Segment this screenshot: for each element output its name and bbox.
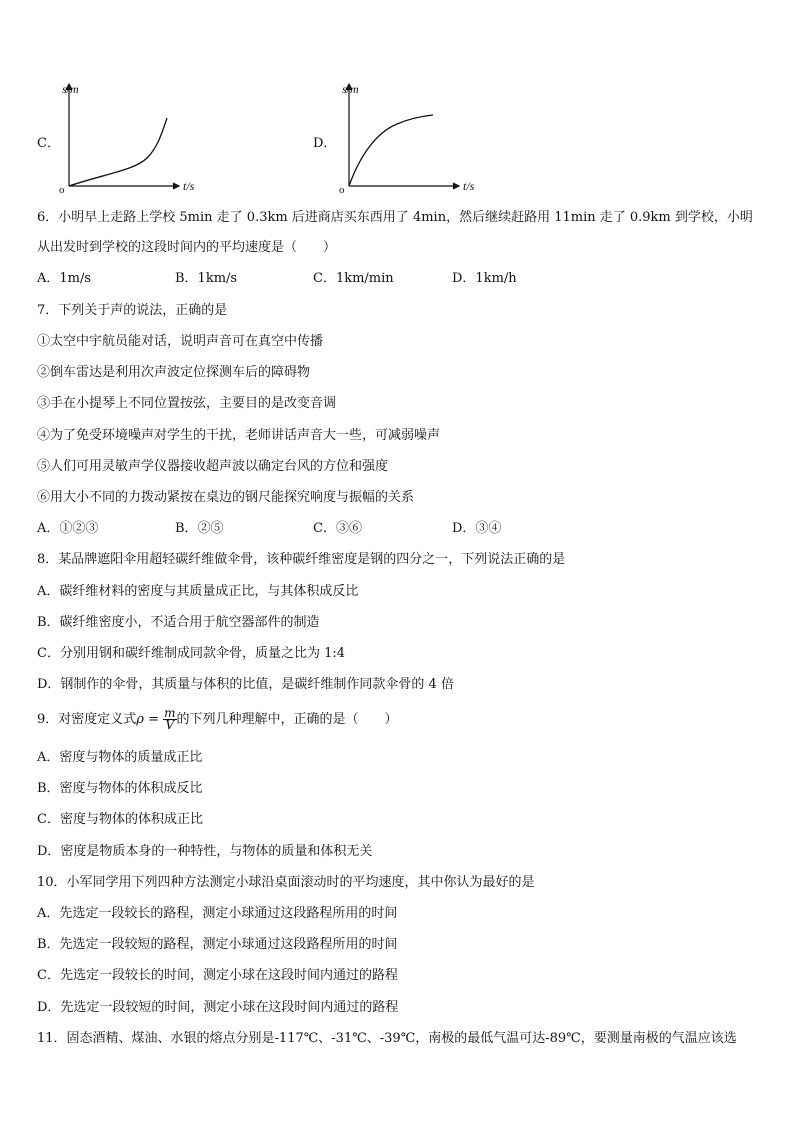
q6-stem-line1: 6．小明早上走路上学校 5min 走了 0.3km 后进商店买东西用了 4min，然后继续赶路用 11min 走了 0.9km 到学校，小明 <box>37 210 753 225</box>
q7-item-2: ②倒车雷达是利用次声波定位探测车后的障碍物 <box>37 365 311 380</box>
q7-option-a[interactable]: A．①②③ <box>37 521 99 536</box>
x-axis-label: t/s <box>183 179 195 193</box>
q6-option-b[interactable]: B．1km/s <box>175 271 238 286</box>
rho-symbol: ρ <box>136 712 144 727</box>
fraction-numerator: m <box>164 706 176 720</box>
q7-item-1: ①太空中宇航员能对话，说明声音可在真空中传播 <box>37 334 324 349</box>
q9-option-a[interactable]: A．密度与物体的质量成正比 <box>37 750 203 765</box>
y-axis-label: s/m <box>62 82 79 96</box>
q7-option-d[interactable]: D．③④ <box>452 521 502 536</box>
q9-stem <box>37 706 398 734</box>
q10-option-d[interactable]: D．先选定一段较短的时间，测定小球在这段时间内通过的路程 <box>37 1000 399 1015</box>
q8-stem: 8．某品牌遮阳伞用超轻碳纤维做伞骨，该种碳纤维密度是钢的四分之一，下列说法正确的是 <box>37 552 566 567</box>
q6-option-d[interactable]: D．1km/h <box>452 271 517 286</box>
q10-option-b[interactable]: B．先选定一段较短的路程，测定小球通过这段路程所用的时间 <box>37 937 398 952</box>
q7-stem: 7．下列关于声的说法，正确的是 <box>37 303 228 318</box>
q7-option-b[interactable]: B．②⑤ <box>175 521 224 536</box>
q10-stem: 10．小军同学用下列四种方法测定小球沿桌面滚动时的平均速度，其中你认为最好的是 <box>37 875 535 890</box>
density-fraction <box>163 708 176 731</box>
fraction-denominator: V <box>165 718 175 732</box>
equals-sign: = <box>143 712 164 727</box>
q6-option-c[interactable]: C．1km/min <box>313 271 394 286</box>
q7-option-c[interactable]: C．③⑥ <box>313 521 362 536</box>
q7-item-5: ⑤人们可用灵敏声学仪器接收超声波以确定台风的方位和强度 <box>37 459 389 474</box>
graph-c-label: C． <box>37 136 60 151</box>
graph-c <box>55 78 205 196</box>
q7-item-3: ③手在小提琴上不同位置按弦，主要目的是改变音调 <box>37 396 337 411</box>
x-axis-label: t/s <box>463 179 475 193</box>
origin-label: o <box>339 184 345 196</box>
q11-stem: 11．固态酒精、煤油、水银的熔点分别是-117℃、-31℃、-39℃，南极的最低气温可达-89℃，要测量南极的气温应该选 <box>37 1031 737 1046</box>
q8-option-b[interactable]: B．碳纤维密度小，不适合用于航空器部件的制造 <box>37 615 320 630</box>
curve-accelerating <box>69 118 167 186</box>
q6-stem-line2: 从出发时到学校的这段时间内的平均速度是（ ） <box>37 240 337 255</box>
q7-item-4: ④为了免受环境噪声对学生的干扰，老师讲话声音大一些，可减弱噪声 <box>37 428 441 443</box>
q8-option-c[interactable]: C．分别用钢和碳纤维制成同款伞骨，质量之比为 1:4 <box>37 646 346 661</box>
q6-option-a[interactable]: A．1m/s <box>37 271 92 286</box>
y-axis-label: s/m <box>342 82 359 96</box>
q9-stem-post: 的下列几种理解中，正确的是（ ） <box>176 712 398 727</box>
q10-option-c[interactable]: C．先选定一段较长的时间，测定小球在这段时间内通过的路程 <box>37 968 398 983</box>
q10-option-a[interactable]: A．先选定一段较长的路程，测定小球通过这段路程所用的时间 <box>37 906 398 921</box>
graph-d-label: D． <box>313 136 337 151</box>
q9-stem-pre: 9．对密度定义式 <box>37 712 137 727</box>
q9-option-c[interactable]: C．密度与物体的体积成正比 <box>37 812 203 827</box>
q9-option-b[interactable]: B．密度与物体的体积成反比 <box>37 781 203 796</box>
q8-option-d[interactable]: D．钢制作的伞骨，其质量与体积的比值，是碳纤维制作同款伞骨的 4 倍 <box>37 677 454 692</box>
origin-label: o <box>59 184 65 196</box>
curve-decelerating <box>349 115 433 186</box>
q8-option-a[interactable]: A．碳纤维材料的密度与其质量成正比，与其体积成反比 <box>37 584 359 599</box>
q7-item-6: ⑥用大小不同的力拨动紧按在桌边的钢尺能探究响度与振幅的关系 <box>37 490 415 505</box>
q9-option-d[interactable]: D．密度是物质本身的一种特性，与物体的质量和体积无关 <box>37 844 373 859</box>
graph-d <box>335 78 485 196</box>
